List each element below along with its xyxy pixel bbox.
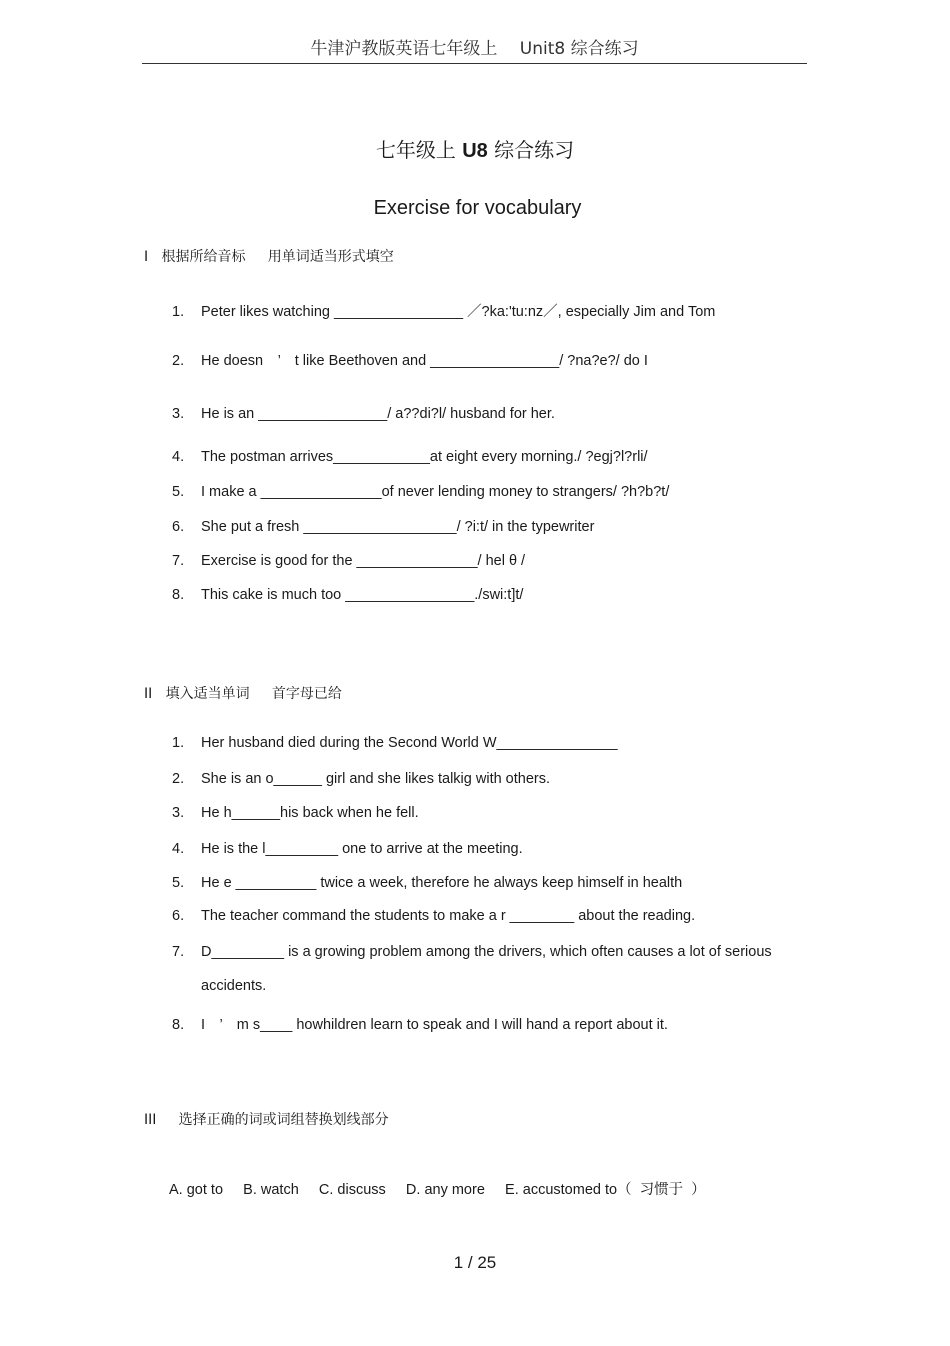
document-subtitle: Exercise for vocabulary — [373, 197, 582, 219]
item-number: 7. — [172, 553, 185, 569]
section-2-item-7 — [172, 944, 772, 960]
item-text: This cake is much too ________________./swi:t]t/ — [201, 587, 524, 603]
section-1-item-8 — [172, 587, 523, 603]
section-2-item-6 — [172, 908, 695, 924]
section-1-item-1 — [172, 300, 715, 321]
section-2-item-5 — [172, 875, 682, 891]
section-2-item-4 — [172, 841, 523, 857]
item-number: 1. — [172, 735, 185, 751]
document-title — [0, 134, 950, 163]
item-text: Exercise is good for the _______________/ hel θ / — [201, 553, 526, 569]
section-2-item-3 — [172, 805, 419, 821]
item-number: 1. — [172, 304, 185, 320]
item-text: He e __________ twice a week, therefore he always keep himself in health — [201, 875, 683, 891]
section-1-item-7 — [172, 553, 525, 569]
section-1-item-6 — [172, 519, 594, 535]
item-text: D_________ is a growing problem among the drivers, which often causes a lot of serious — [201, 944, 772, 960]
item-number: 5. — [172, 484, 185, 500]
item-text: He is the l_________ one to arrive at the meeting. — [201, 841, 523, 857]
section-1-item-3 — [172, 406, 555, 422]
item-number: 2. — [172, 771, 185, 787]
section-2-item-1 — [172, 735, 618, 751]
item-text: He is an ________________/ a??di?l/ husband for her. — [201, 406, 555, 422]
item-text: He doesn ’ t like Beethoven and ________________/ ?na?e?/ do I — [201, 353, 648, 369]
section-3-heading: III 选择正确的词或词组替换划线部分 — [144, 1112, 389, 1128]
item-number: 7. — [172, 944, 185, 960]
item-text: I ’ m s____ howhildren learn to speak and I will hand a report about it. — [201, 1017, 668, 1033]
item-text: I make a _______________of never lending money to strangers/ ?h?b?t/ — [201, 484, 670, 500]
item-number: 6. — [172, 908, 185, 924]
section-1-item-2 — [172, 349, 648, 370]
item-number: 4. — [172, 449, 185, 465]
header-rule — [142, 63, 807, 64]
item-number: 5. — [172, 875, 185, 891]
section-2-item-7-continuation: accidents. — [201, 978, 267, 994]
item-text: Peter likes watching ________________ ／?ka:'tu:nz／, especially Jim and Tom — [201, 304, 716, 320]
item-text: Her husband died during the Second World W_______________ — [201, 735, 618, 751]
item-text: The postman arrives____________at eight every morning./ ?egj?l?rli/ — [201, 449, 648, 465]
item-number: 3. — [172, 805, 185, 821]
item-text: The teacher command the students to make a r ________ about the reading. — [201, 908, 696, 924]
page-number: 1 / 25 — [453, 1253, 497, 1272]
answer-choices: A. got to B. watch C. discuss D. any more E. accustomed to（ 习惯于 ） — [169, 1182, 706, 1198]
section-1-item-4 — [172, 449, 648, 465]
section-1-item-5 — [172, 484, 669, 500]
title-prefix: 七年级上 — [375, 138, 463, 162]
item-number: 6. — [172, 519, 185, 535]
item-number: 2. — [172, 353, 185, 369]
title-suffix: 综合练习 — [487, 138, 575, 162]
item-number: 8. — [172, 1017, 185, 1033]
section-1-heading: I 根据所给音标 用单词适当形式填空 — [144, 249, 394, 265]
section-2-heading: II 填入适当单词 首字母已给 — [144, 686, 342, 702]
item-text: She is an o______ girl and she likes talkig with others. — [201, 771, 551, 787]
running-header: 牛津沪教版英语七年级上 Unit8 综合练习 — [310, 39, 639, 59]
item-number: 4. — [172, 841, 185, 857]
item-text: She put a fresh ___________________/ ?i:t/ in the typewriter — [201, 519, 595, 535]
title-bold: U8 — [462, 140, 488, 162]
item-number: 3. — [172, 406, 185, 422]
section-2-item-2 — [172, 771, 550, 787]
section-2-item-8 — [172, 1013, 668, 1034]
item-text: He h______his back when he fell. — [201, 805, 419, 821]
item-number: 8. — [172, 587, 185, 603]
